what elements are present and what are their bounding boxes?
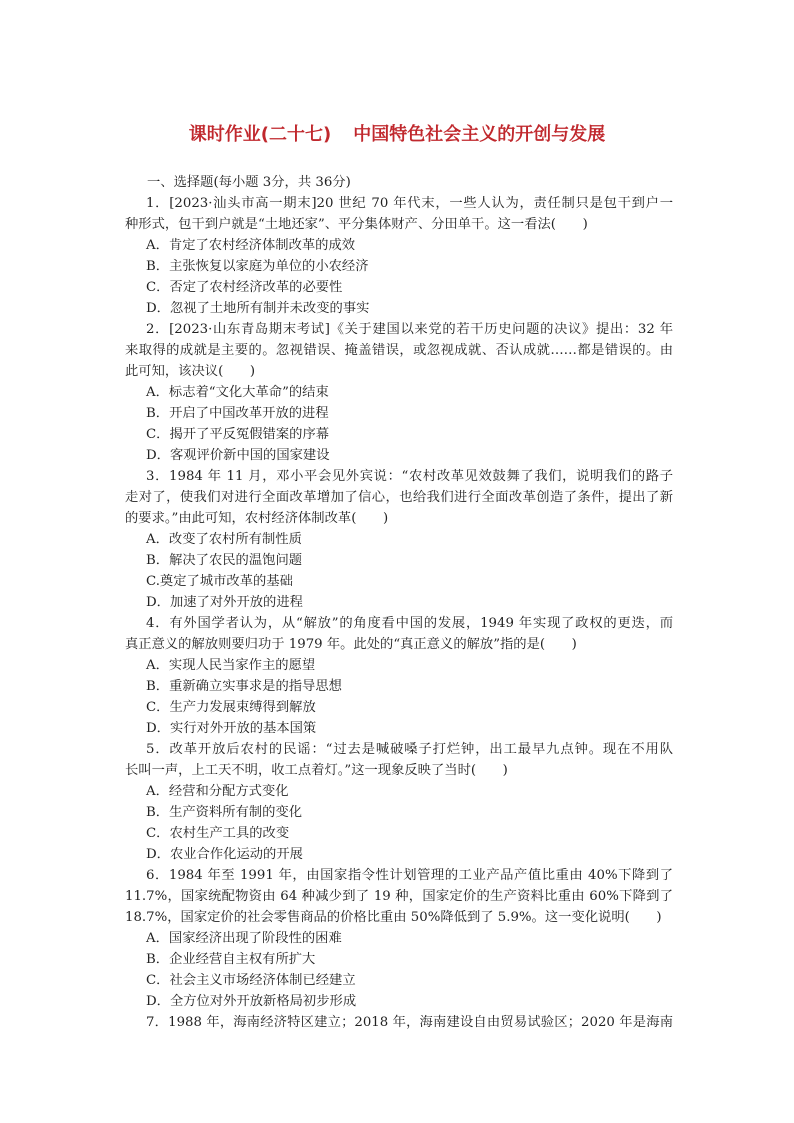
question-3	[125, 466, 673, 613]
question-6	[125, 865, 673, 1012]
option-b: B．主张恢复以家庭为单位的小农经济	[146, 259, 369, 274]
option-b: B．开启了中国改革开放的进程	[146, 406, 329, 421]
section-heading: 一、选择题(每小题 3分，共 36分)	[147, 175, 351, 190]
question-5	[125, 739, 673, 865]
question-text-line: 1．[2023·汕头市高一期末]20 世纪 70 年代末，一些人认为，责任制只是包干到户一	[146, 196, 673, 211]
question-text-line: 6．1984 年至 1991 年，由国家指令性计划管理的工业产品产值比重由 40%下降到了	[146, 868, 673, 883]
question-text-line: 此可知，该决议( )	[125, 364, 256, 379]
document-body	[125, 172, 673, 1033]
page-title	[0, 122, 794, 148]
question-4	[125, 613, 673, 739]
question-text-line: 18.7%，国家定价的社会零售商品的价格比重由 50%降低到了 5.9%。这一变化说明( )	[125, 910, 662, 925]
option-d: D．忽视了土地所有制并未改变的事实	[146, 301, 370, 316]
question-text-line: 4．有外国学者认为，从“解放”的角度看中国的发展，1949 年实现了政权的更迭，而	[146, 616, 673, 631]
question-text-line: 种形式，包干到户就是“土地还家”、平分集体财产、分田单干。这一看法( )	[125, 217, 588, 232]
option-a: A．经营和分配方式变化	[146, 784, 289, 799]
option-a: A．改变了农村所有制性质	[146, 532, 302, 547]
option-c: C．农村生产工具的改变	[146, 826, 290, 841]
question-text-line: 3．1984 年 11 月，邓小平会见外宾说：“农村改革见效鼓舞了我们，说明我们的路子	[146, 469, 673, 484]
question-text-line: 5．改革开放后农村的民谣：“过去是喊破嗓子打烂钟，出工最早九点钟。现在不用队	[146, 742, 673, 757]
question-text-line: 11.7%，国家统配物资由 64 种减少到了 19 种，国家定价的生产资料比重由 60%下降到了	[125, 889, 673, 904]
question-2	[125, 319, 673, 466]
option-b: B．生产资料所有制的变化	[146, 805, 303, 820]
option-a: A．标志着“文化大革命”的结束	[146, 385, 329, 400]
option-b: B．企业经营自主权有所扩大	[146, 952, 316, 967]
title-part1: 课时作业(二十七)	[188, 124, 332, 145]
question-1	[125, 193, 673, 319]
option-d: D．全方位对外开放新格局初步形成	[146, 994, 357, 1009]
option-d: D．客观评价新中国的国家建设	[146, 448, 330, 463]
question-text-line: 长叫一声，上工天不明，收工点着灯。”这一现象反映了当时( )	[125, 763, 508, 778]
question-text-line: 2．[2023·山东青岛期末考试]《关于建国以来党的若干历史问题的决议》提出：32 年	[146, 322, 673, 337]
question-text-line: 来取得的成就是主要的。忽视错误、掩盖错误，或忽视成就、否认成就……都是错误的。由	[125, 343, 673, 358]
option-c: C．否定了农村经济改革的必要性	[146, 280, 343, 295]
option-a: A．国家经济出现了阶段性的困难	[146, 931, 342, 946]
question-7	[125, 1012, 673, 1033]
option-d: D．农业合作化运动的开展	[146, 847, 303, 862]
option-c: C．揭开了平反冤假错案的序幕	[146, 427, 330, 442]
question-text-line: 7．1988 年，海南经济特区建立；2018 年，海南建设自由贸易试验区；2020 年是海南	[146, 1015, 673, 1030]
option-a: A．肯定了农村经济体制改革的成效	[146, 238, 356, 253]
option-c: C.奠定了城市改革的基础	[146, 574, 293, 589]
question-text-line: 的要求。”由此可知，农村经济体制改革( )	[125, 511, 389, 526]
title-part2: 中国特色社会主义的开创与发展	[353, 124, 606, 145]
option-c: C．生产力发展束缚得到解放	[146, 700, 316, 715]
option-d: D．加速了对外开放的进程	[146, 595, 303, 610]
option-a: A．实现人民当家作主的愿望	[146, 658, 316, 673]
question-text-line: 真正意义的解放则要归功于 1979 年。此处的“真正意义的解放”指的是( )	[125, 637, 577, 652]
option-d: D．实行对外开放的基本国策	[146, 721, 317, 736]
question-text-line: 走对了，使我们对进行全面改革增加了信心，也给我们进行全面改革创造了条件，提出了新	[125, 490, 673, 505]
option-b: B．解决了农民的温饱问题	[146, 553, 303, 568]
option-b: B．重新确立实事求是的指导思想	[146, 679, 342, 694]
option-c: C．社会主义市场经济体制已经建立	[146, 973, 356, 988]
